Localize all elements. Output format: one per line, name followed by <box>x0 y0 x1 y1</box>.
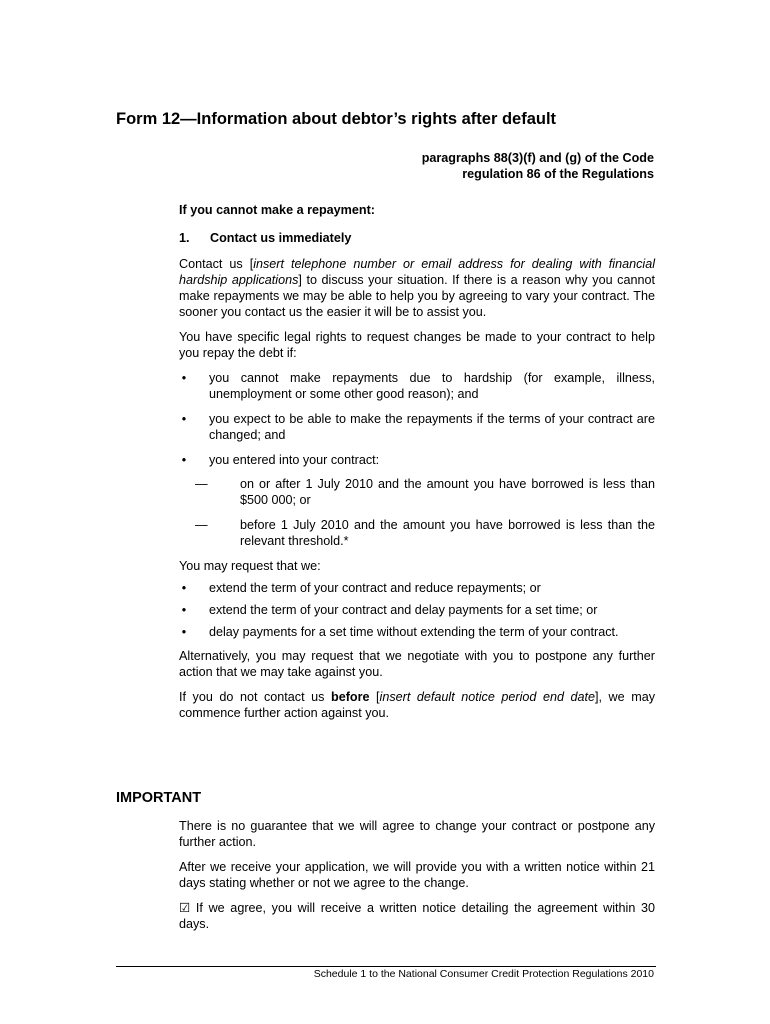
form-title: Form 12—Information about debtor’s rights after default <box>116 110 557 128</box>
page-footer: Schedule 1 to the National Consumer Credit Protection Regulations 2010 <box>313 968 654 980</box>
list-item-text: you expect to be able to make the repayments if the terms of your contract are changed; and <box>209 412 655 442</box>
list-item-text: extend the term of your contract and delay payments for a set time; or <box>209 603 598 617</box>
bullet-icon: • <box>181 453 187 467</box>
contact-paragraph <box>179 256 655 320</box>
list-item-text: delay payments for a set time without extending the term of your contract. <box>209 625 619 639</box>
footer-divider <box>116 966 656 967</box>
if-heading: If you cannot make a repayment: <box>179 203 375 217</box>
bullet-icon: • <box>181 625 187 639</box>
list-item <box>179 580 655 596</box>
bullet-icon: • <box>181 371 187 385</box>
written-notice-paragraph: After we receive your application, we will provide you with a written notice within 21 days stating whether or not we agree to the change. <box>179 860 655 890</box>
text-run: ] to discuss your situation. If there is a reason why you cannot make repayments we may be able to help you by agreeing to vary your contract. The sooner you contact us the easier it will be to assist you. <box>179 273 655 319</box>
dash-icon: — <box>195 518 208 532</box>
section-title: Contact us immediately <box>210 231 352 245</box>
contract-date-list <box>195 476 655 549</box>
deadline-paragraph <box>179 689 655 721</box>
bullet-icon: • <box>181 581 187 595</box>
section-number: 1. <box>179 231 190 245</box>
list-item <box>179 624 655 640</box>
agreement-paragraph: ☑ If we agree, you will receive a written notice detailing the agreement within 30 days. <box>179 901 655 931</box>
text-run: If you do not contact us <box>179 690 331 704</box>
list-item-text: you entered into your contract: <box>209 453 380 467</box>
dash-icon: — <box>195 477 208 491</box>
list-item-text: before 1 July 2010 and the amount you have borrowed is less than the relevant threshold.* <box>240 518 655 548</box>
reference-regulations: regulation 86 of the Regulations <box>462 167 654 181</box>
list-item <box>179 452 655 549</box>
rights-list <box>179 370 655 549</box>
before-emphasis: before <box>331 690 370 704</box>
request-intro: You may request that we: <box>179 559 321 573</box>
list-item-text: extend the term of your contract and reduce repayments; or <box>209 581 541 595</box>
section-heading <box>179 230 655 246</box>
important-body <box>179 818 655 941</box>
rights-intro: You have specific legal rights to request changes be made to your contract to help you repay the debt if: <box>179 330 655 360</box>
bullet-icon: • <box>181 603 187 617</box>
date-placeholder: insert default notice period end date <box>379 690 596 704</box>
list-item-text: on or after 1 July 2010 and the amount you have borrowed is less than $500 000; or <box>240 477 655 507</box>
text-run: ], we may commence further action against you. <box>179 690 655 720</box>
bullet-icon: • <box>181 412 187 426</box>
main-body <box>179 202 655 730</box>
text-run: [ <box>369 690 380 704</box>
request-list <box>179 580 655 640</box>
list-item-text: you cannot make repayments due to hardship (for example, illness, unemployment or some other good reason); and <box>209 371 655 401</box>
list-item <box>179 602 655 618</box>
no-guarantee-paragraph: There is no guarantee that we will agree to change your contract or postpone any further action. <box>179 819 655 849</box>
list-item <box>179 517 655 549</box>
contact-placeholder: insert telephone number or email address for dealing with financial hardship applications <box>179 257 656 287</box>
alternative-paragraph: Alternatively, you may request that we negotiate with you to postpone any further action that we may take against you. <box>179 649 655 679</box>
legal-references <box>422 150 654 182</box>
list-item <box>179 411 655 443</box>
important-heading: IMPORTANT <box>116 790 202 806</box>
text-run: Contact us [ <box>179 257 254 271</box>
reference-code: paragraphs 88(3)(f) and (g) of the Code <box>421 151 654 165</box>
list-item <box>179 370 655 402</box>
list-item <box>179 476 655 508</box>
